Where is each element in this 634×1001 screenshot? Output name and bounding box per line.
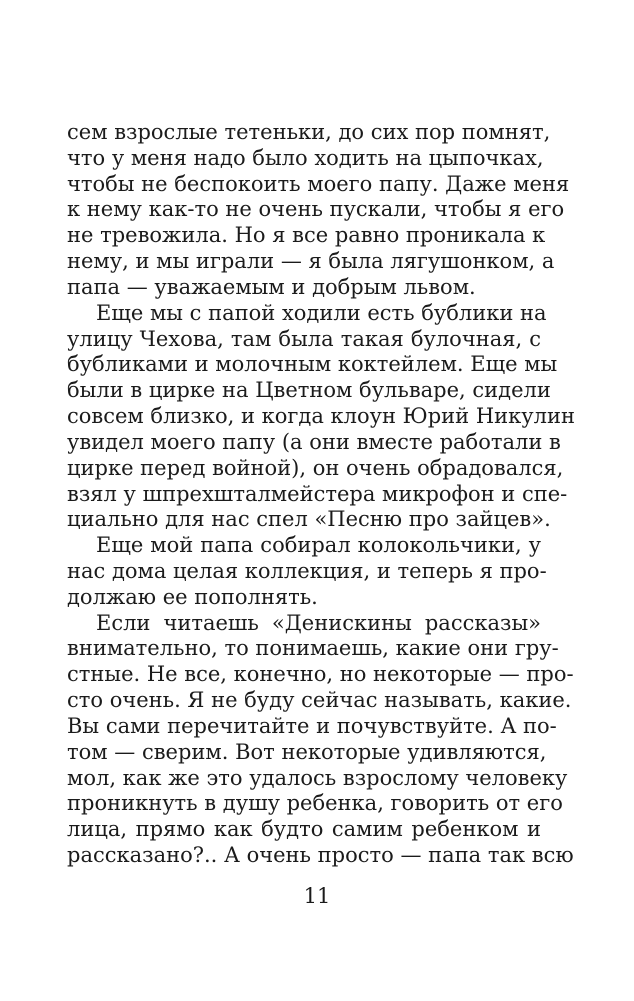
text-line: сто очень. Я не буду сейчас называть, какие.	[67, 688, 572, 713]
page-number: 11	[303, 884, 331, 908]
text-line: были в цирке на Цветном бульваре, сидели	[67, 378, 551, 403]
text-line: совсем близко, и когда клоун Юрий Никулин	[67, 404, 575, 429]
text-line: бубликами и молочным коктейлем. Еще мы	[67, 352, 558, 377]
text-line: к нему как-то не очень пускали, чтобы я его	[67, 197, 565, 222]
text-line: что у меня надо было ходить на цыпочках,	[67, 145, 544, 170]
paragraph-first-line: Еще мы с папой ходили есть бублики на	[96, 300, 547, 325]
text-line: взял у шпрехшталмейстера микрофон и спе-	[67, 481, 568, 506]
text-line: том — сверим. Вот некоторые удивляются,	[67, 739, 547, 764]
text-line: сем взрослые тетеньки, до сих пор помнят,	[67, 120, 551, 144]
text-line: лица, прямо как будто самим ребенком и	[67, 817, 541, 842]
paragraph-first-line: Если читаешь «Денискины рассказы»	[96, 610, 541, 635]
text-line: улицу Чехова, там была такая булочная, с	[67, 326, 541, 351]
paragraph-first-line: Еще мой папа собирал колокольчики, у	[96, 533, 541, 558]
text-line: нас дома целая коллекция, и теперь я про-	[67, 558, 547, 583]
text-line: должаю ее пополнять.	[67, 584, 318, 609]
text-line: не тревожила. Но я все равно проникала к	[67, 223, 546, 248]
text-line: циально для нас спел «Песню про зайцев».	[67, 507, 551, 532]
text-line: рассказано?.. А очень просто — папа так всю	[67, 843, 574, 867]
text-line: нему, и мы играли — я была лягушонком, а	[67, 249, 555, 274]
text-line: папа — уважаемым и добрым львом.	[67, 274, 476, 299]
text-line: проникнуть в душу ребенка, говорить от его	[67, 791, 563, 816]
text-line: Вы сами перечитайте и почувствуйте. А по-	[67, 713, 557, 738]
text-line: внимательно, то понимаешь, какие они гру-	[67, 636, 559, 661]
text-line: чтобы не беспокоить моего папу. Даже меня	[67, 171, 570, 196]
text-line: стные. Не все, конечно, но некоторые — про-	[67, 662, 574, 687]
text-line: цирке перед войной), он очень обрадовался,	[67, 455, 564, 480]
text-line: мол, как же это удалось взрослому человеку	[67, 765, 568, 790]
text-line: увидел моего папу (а они вместе работали в	[67, 429, 561, 454]
